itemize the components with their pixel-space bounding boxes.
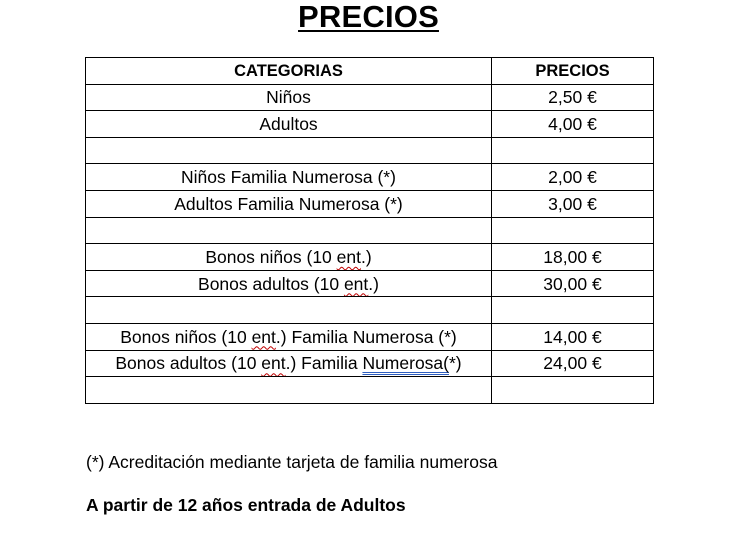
- category-text: Bonos niños (10: [120, 326, 252, 347]
- category-cell: Adultos: [86, 111, 492, 138]
- category-cell: Niños Familia Numerosa (*): [86, 164, 492, 191]
- table-header-row: [86, 58, 654, 85]
- category-text: Bonos adultos (10: [115, 353, 262, 374]
- category-cell: [86, 323, 492, 350]
- table-row-empty: [86, 137, 654, 164]
- category-cell: [86, 137, 492, 164]
- category-cell: Adultos Familia Numerosa (*): [86, 190, 492, 217]
- price-cell: [492, 217, 654, 244]
- price-cell: [492, 297, 654, 324]
- spellcheck-word: ent: [261, 353, 286, 374]
- age-note: A partir de 12 años entrada de Adultos: [86, 495, 406, 515]
- page-title: PRECIOS: [298, 0, 439, 34]
- price-cell: 24,00 €: [492, 350, 654, 377]
- price-cell: 14,00 €: [492, 323, 654, 350]
- table-row: [86, 190, 654, 217]
- table-row: [86, 323, 654, 350]
- category-cell: [86, 350, 492, 377]
- footnote: (*) Acreditación mediante tarjeta de familia numerosa: [86, 452, 498, 472]
- category-cell: [86, 297, 492, 324]
- table-row: [86, 84, 654, 111]
- category-text: .) Familia Numerosa (*): [275, 326, 457, 347]
- column-header-price: PRECIOS: [492, 58, 654, 85]
- price-cell: [492, 137, 654, 164]
- table-row-empty: [86, 377, 654, 404]
- category-text: Bonos adultos (10: [198, 273, 344, 294]
- table-row: [86, 111, 654, 138]
- table-row-empty: [86, 297, 654, 324]
- table-row-empty: [86, 217, 654, 244]
- table-row: [86, 244, 654, 271]
- category-cell: [86, 270, 492, 297]
- category-cell: [86, 377, 492, 404]
- table-row: [86, 164, 654, 191]
- spellcheck-word: ent: [343, 273, 369, 294]
- spellcheck-word: ent: [251, 326, 276, 347]
- price-cell: 18,00 €: [492, 244, 654, 271]
- price-table: [85, 57, 654, 404]
- category-text: Bonos niños (10: [205, 246, 337, 267]
- price-cell: 3,00 €: [492, 190, 654, 217]
- spellcheck-word: ent: [336, 246, 361, 267]
- category-cell: Niños: [86, 84, 492, 111]
- table-row: [86, 350, 654, 377]
- price-cell: 2,00 €: [492, 164, 654, 191]
- price-cell: 30,00 €: [492, 270, 654, 297]
- category-text: *): [449, 353, 462, 374]
- grammar-check-word: Numerosa(: [362, 353, 449, 374]
- category-cell: [86, 217, 492, 244]
- column-header-category: CATEGORIAS: [86, 58, 492, 85]
- price-cell: [492, 377, 654, 404]
- price-cell: 4,00 €: [492, 111, 654, 138]
- category-text: .): [360, 246, 372, 267]
- price-cell: 2,50 €: [492, 84, 654, 111]
- category-text: .) Familia: [285, 353, 363, 374]
- table-row: [86, 270, 654, 297]
- category-cell: [86, 244, 492, 271]
- category-text: .): [368, 273, 379, 294]
